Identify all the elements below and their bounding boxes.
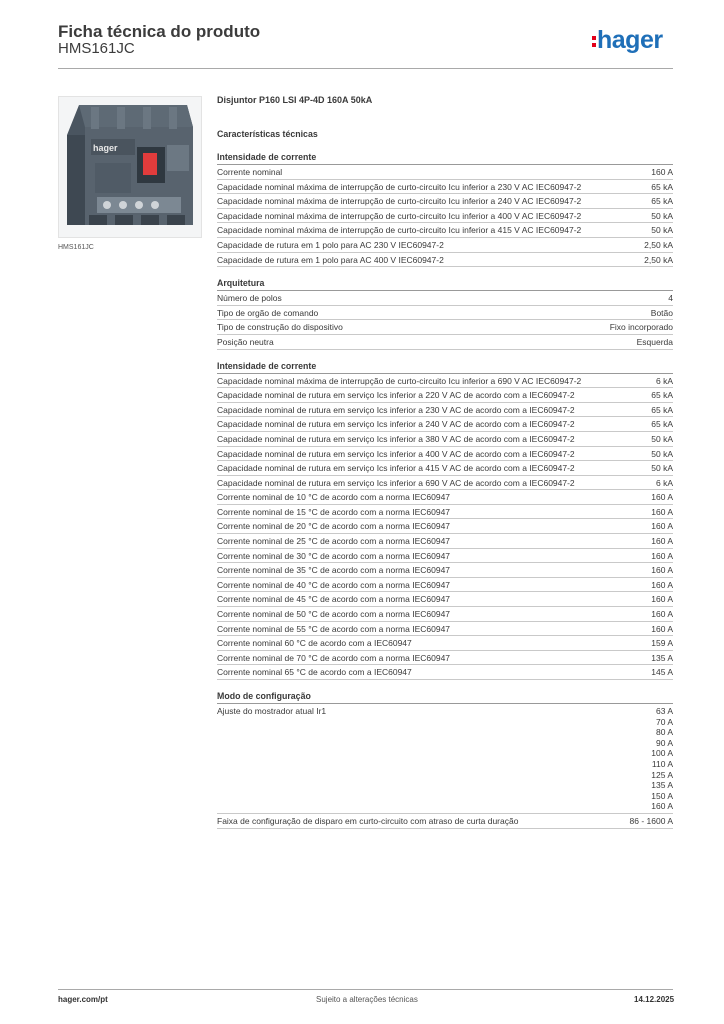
- spec-value: 160 A: [651, 594, 673, 605]
- circuit-breaker-icon: [59, 97, 201, 237]
- spec-row: [217, 636, 673, 651]
- spec-value: 6 kA: [655, 375, 673, 386]
- spec-row: [217, 814, 673, 829]
- spec-label: Tipo de construção do dispositivo: [217, 322, 343, 333]
- spec-label: Número de polos: [217, 293, 282, 304]
- logo-mark-icon: [592, 36, 596, 40]
- image-caption: HMS161JC: [58, 244, 94, 251]
- spec-row: [217, 549, 673, 564]
- footer-divider: [58, 989, 673, 990]
- spec-value-item: 63 A: [655, 706, 673, 716]
- spec-value: 65 kA: [651, 181, 673, 192]
- spec-label: Capacidade nominal máxima de interrupção de curto-circuito Icu inferior a 230 V AC IEC60947-2: [217, 181, 582, 192]
- spec-row: [217, 447, 673, 462]
- spec-row: [217, 223, 673, 238]
- spec-row: [217, 704, 673, 814]
- page-title: Ficha técnica do produto: [58, 22, 261, 41]
- spec-value: 86 - 1600 A: [629, 815, 673, 826]
- spec-value-item: 125 A: [651, 769, 673, 780]
- spec-value-item: 100 A: [651, 748, 673, 759]
- spec-row: [217, 335, 673, 350]
- spec-label: Capacidade de rutura em 1 polo para AC 400 V IEC60947-2: [217, 254, 444, 265]
- header-divider: [58, 68, 673, 69]
- spec-row: [217, 209, 673, 224]
- spec-label: Capacidade de rutura em 1 polo para AC 230 V IEC60947-2: [217, 239, 444, 250]
- spec-label: Capacidade nominal de rutura em serviço Ics inferior a 230 V AC de acordo com a IEC60947-2: [217, 404, 575, 415]
- spec-label: Faixa de configuração de disparo em curto-circuito com atraso de curta duração: [217, 815, 519, 826]
- section-title: Arquitetura: [217, 278, 673, 291]
- spec-value: 159 A: [651, 638, 673, 649]
- spec-value: 65 kA: [651, 404, 673, 415]
- spec-row: [217, 519, 673, 534]
- spec-value: 4: [668, 293, 673, 304]
- spec-section: [217, 691, 673, 829]
- spec-label: Posição neutra: [217, 336, 274, 347]
- spec-row: [217, 165, 673, 180]
- spec-value: 6 kA: [655, 477, 673, 488]
- spec-value: Botão: [650, 307, 673, 318]
- spec-row: [217, 194, 673, 209]
- spec-row: [217, 180, 673, 195]
- spec-label: Corrente nominal de 10 °C de acordo com a norma IEC60947: [217, 492, 451, 503]
- spec-row: [217, 374, 673, 389]
- spec-value-item: 70 A: [655, 716, 673, 727]
- section-title: Intensidade de corrente: [217, 152, 673, 165]
- product-image: [58, 96, 202, 238]
- spec-row: [217, 253, 673, 268]
- spec-label: Corrente nominal de 15 °C de acordo com a norma IEC60947: [217, 506, 451, 517]
- spec-sections: [217, 152, 673, 829]
- spec-row: [217, 490, 673, 505]
- spec-label: Corrente nominal de 40 °C de acordo com a norma IEC60947: [217, 579, 451, 590]
- spec-section: [217, 361, 673, 680]
- spec-value: 2,50 kA: [644, 254, 673, 265]
- hager-logo: [592, 26, 663, 55]
- spec-label: Corrente nominal de 55 °C de acordo com a norma IEC60947: [217, 623, 451, 634]
- spec-row: [217, 505, 673, 520]
- spec-label: Corrente nominal 65 °C de acordo com a IEC60947: [217, 667, 412, 678]
- spec-label: Tipo de orgão de comando: [217, 307, 319, 318]
- spec-row: [217, 622, 673, 637]
- spec-value: [651, 706, 673, 812]
- spec-value: 50 kA: [651, 448, 673, 459]
- spec-row: [217, 238, 673, 253]
- section-title: Modo de configuração: [217, 691, 673, 704]
- spec-value: 160 A: [651, 492, 673, 503]
- spec-value: 50 kA: [651, 463, 673, 474]
- spec-label: Ajuste do mostrador atual Ir1: [217, 706, 327, 716]
- product-code: HMS161JC: [58, 40, 135, 57]
- spec-label: Capacidade nominal de rutura em serviço Ics inferior a 415 V AC de acordo com a IEC60947-2: [217, 463, 575, 474]
- spec-row: [217, 592, 673, 607]
- spec-row: [217, 607, 673, 622]
- spec-label: Capacidade nominal de rutura em serviço Ics inferior a 400 V AC de acordo com a IEC60947-2: [217, 448, 575, 459]
- spec-value: 160 A: [651, 565, 673, 576]
- spec-content: [217, 95, 673, 840]
- spec-value: 160 A: [651, 506, 673, 517]
- spec-value: 145 A: [651, 667, 673, 678]
- spec-value-item: 110 A: [651, 758, 673, 769]
- spec-row: [217, 534, 673, 549]
- spec-value: Esquerda: [636, 336, 673, 347]
- spec-row: [217, 403, 673, 418]
- product-name: Disjuntor P160 LSI 4P-4D 160A 50kA: [217, 95, 373, 105]
- spec-value-item: 90 A: [655, 737, 673, 748]
- spec-label: Capacidade nominal de rutura em serviço Ics inferior a 690 V AC de acordo com a IEC60947-2: [217, 477, 575, 488]
- spec-value: 50 kA: [651, 225, 673, 236]
- spec-label: Corrente nominal: [217, 167, 283, 177]
- spec-label: Capacidade nominal máxima de interrupção de curto-circuito Icu inferior a 400 V AC IEC60947-2: [217, 210, 582, 221]
- spec-value: 50 kA: [651, 210, 673, 221]
- spec-label: Corrente nominal de 35 °C de acordo com a norma IEC60947: [217, 565, 451, 576]
- spec-label: Capacidade nominal máxima de interrupção de curto-circuito Icu inferior a 415 V AC IEC60947-2: [217, 225, 582, 236]
- tech-heading: Características técnicas: [217, 129, 318, 139]
- spec-row: [217, 665, 673, 680]
- spec-value: Fixo incorporado: [609, 322, 673, 333]
- spec-value-item: 160 A: [651, 801, 673, 812]
- footer-website[interactable]: hager.com/pt: [58, 995, 108, 1004]
- spec-label: Corrente nominal de 20 °C de acordo com a norma IEC60947: [217, 521, 451, 532]
- footer-disclaimer: Sujeito a alterações técnicas: [316, 995, 418, 1004]
- spec-value: 160 A: [651, 623, 673, 634]
- spec-label: Capacidade nominal de rutura em serviço Ics inferior a 380 V AC de acordo com a IEC60947-2: [217, 433, 575, 444]
- spec-section: [217, 278, 673, 349]
- spec-value: 65 kA: [651, 196, 673, 207]
- spec-value: 160 A: [651, 521, 673, 532]
- spec-row: [217, 476, 673, 491]
- spec-label: Capacidade nominal máxima de interrupção de curto-circuito Icu inferior a 240 V AC IEC60947-2: [217, 196, 582, 207]
- spec-row: [217, 417, 673, 432]
- spec-value: 160 A: [651, 536, 673, 547]
- spec-row: [217, 563, 673, 578]
- spec-label: Corrente nominal de 45 °C de acordo com a norma IEC60947: [217, 594, 451, 605]
- spec-row: [217, 388, 673, 403]
- spec-row: [217, 306, 673, 321]
- spec-value: 2,50 kA: [644, 239, 673, 250]
- spec-row: [217, 291, 673, 306]
- spec-row: [217, 578, 673, 593]
- spec-label: Capacidade nominal máxima de interrupção de curto-circuito Icu inferior a 690 V AC IEC60947-2: [217, 375, 582, 386]
- spec-value-item: 135 A: [651, 780, 673, 791]
- spec-value: 160 A: [651, 550, 673, 561]
- spec-row: [217, 320, 673, 335]
- spec-label: Corrente nominal de 70 °C de acordo com a norma IEC60947: [217, 652, 451, 663]
- spec-value-item: 80 A: [655, 727, 673, 738]
- spec-section: [217, 152, 673, 267]
- svg-text:hager: hager: [93, 143, 118, 153]
- spec-label: Corrente nominal 60 °C de acordo com a IEC60947: [217, 638, 412, 649]
- spec-row: [217, 432, 673, 447]
- spec-label: Corrente nominal de 25 °C de acordo com a norma IEC60947: [217, 536, 451, 547]
- spec-label: Capacidade nominal de rutura em serviço Ics inferior a 240 V AC de acordo com a IEC60947-2: [217, 419, 575, 430]
- spec-value-item: 150 A: [651, 790, 673, 801]
- footer-date: 14.12.2025: [634, 995, 675, 1004]
- spec-row: [217, 651, 673, 666]
- logo-text: hager: [597, 26, 663, 54]
- spec-label: Corrente nominal de 50 °C de acordo com a norma IEC60947: [217, 609, 451, 620]
- spec-value: 160 A: [651, 609, 673, 620]
- spec-row: [217, 461, 673, 476]
- spec-value: 135 A: [651, 652, 673, 663]
- section-title: Intensidade de corrente: [217, 361, 673, 374]
- spec-value: 160 A: [651, 167, 673, 177]
- spec-label: Corrente nominal de 30 °C de acordo com a norma IEC60947: [217, 550, 451, 561]
- spec-label: Capacidade nominal de rutura em serviço Ics inferior a 220 V AC de acordo com a IEC60947-2: [217, 390, 575, 401]
- spec-value: 65 kA: [651, 390, 673, 401]
- spec-value: 160 A: [651, 579, 673, 590]
- spec-value: 50 kA: [651, 433, 673, 444]
- spec-value: 65 kA: [651, 419, 673, 430]
